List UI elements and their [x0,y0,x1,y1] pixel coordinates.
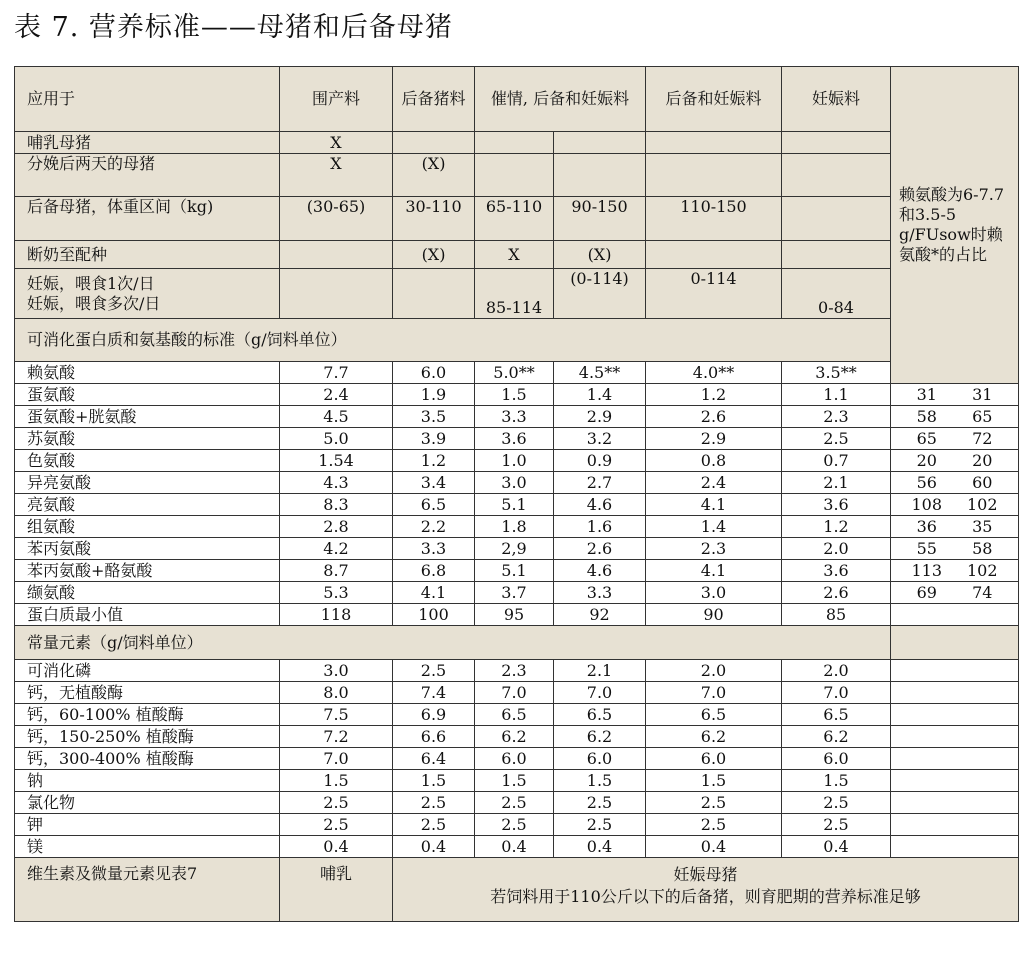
header-col-gestation: 妊娠料 [782,67,891,132]
lysine-ratio-high: 74 [972,582,993,602]
value-cell: 2.9 [646,428,782,450]
row-label: 钠 [15,770,280,792]
table-row [15,494,1019,516]
table-row [15,582,1019,604]
value-cell: 3.0 [646,582,782,604]
value-cell: 1.5 [280,770,393,792]
footer-label: 维生素及微量元素见表7 [15,858,280,922]
lysine-ratio-high: 31 [972,384,993,404]
value-cell: 1.5 [646,770,782,792]
value-cell: 8.7 [280,560,393,582]
lysine-ratio-low: 65 [916,428,937,448]
value-cell: 7.4 [393,682,475,704]
lysine-ratio-low: 55 [916,538,937,558]
value-cell: 1.9 [393,384,475,406]
value-cell: 2.3 [475,660,554,682]
lysine-ratio-high: 35 [972,516,993,536]
lysine-ratio-cell [891,604,1019,626]
row-label: 氯化物 [15,792,280,814]
table-row [15,660,1019,682]
table-row [15,726,1019,748]
value-cell: 2.0 [646,660,782,682]
value-cell: 1.5 [475,384,554,406]
value-cell: 7.5 [280,704,393,726]
amino-section-heading: 可消化蛋白质和氨基酸的标准（g/饲料单位） [15,319,891,362]
value-cell: 92 [554,604,646,626]
value-cell: 6.5 [554,704,646,726]
header-col-gilt: 后备猪料 [393,67,475,132]
page-title: 表 7. 营养标准——母猪和后备母猪 [14,12,453,43]
value-cell: 2.4 [280,384,393,406]
value-cell: 4.2 [280,538,393,560]
cell [891,704,1019,726]
value-cell: 2.4 [646,472,782,494]
value-cell: 90 [646,604,782,626]
value-cell: 1.1 [782,384,891,406]
value-cell: 2.6 [554,538,646,560]
header-apply-to: 应用于 [15,67,280,132]
value-cell: 2.6 [646,406,782,428]
value-cell: 6.2 [554,726,646,748]
value-cell: 6.5 [646,704,782,726]
value-cell: 2.5 [646,814,782,836]
cell [782,154,891,197]
value-cell: 7.7 [280,362,393,384]
value-cell: 2.5 [782,428,891,450]
cell [646,241,782,269]
cell [782,132,891,154]
row-label: 蛋氨酸+胱氨酸 [15,406,280,428]
value-cell: 0.4 [475,836,554,858]
value-cell: 0.4 [646,836,782,858]
value-cell: 7.0 [646,682,782,704]
lysine-ratio-high: 58 [972,538,993,558]
cell [554,154,646,197]
value-cell: 2.5 [393,792,475,814]
row-label: 镁 [15,836,280,858]
cell: (X) [393,154,475,197]
cell [280,269,393,319]
row-label: 蛋氨酸 [15,384,280,406]
value-cell: 3.6 [475,428,554,450]
cell [280,241,393,269]
table-row [15,362,1019,384]
lysine-ratio-cell [891,406,1019,428]
value-cell: 6.0 [554,748,646,770]
header-col-gilt-gestation: 后备和妊娠料 [646,67,782,132]
lysine-ratio-high: 102 [966,494,998,514]
value-cell: 2.0 [782,538,891,560]
value-cell: 7.0 [782,682,891,704]
cell [554,132,646,154]
value-cell: 6.2 [782,726,891,748]
value-cell: 3.0 [475,472,554,494]
value-cell: 6.5 [393,494,475,516]
value-cell: 4.6 [554,560,646,582]
value-cell: 4.1 [646,494,782,516]
value-cell: 3.2 [554,428,646,450]
lysine-ratio-cell [891,428,1019,450]
value-cell: 1.2 [393,450,475,472]
value-cell: 1.54 [280,450,393,472]
footer-gestation [393,858,1019,922]
row-label: 钙，300-400% 植酸酶 [15,748,280,770]
value-cell: 3.3 [475,406,554,428]
lysine-ratio-cell [891,560,1019,582]
value-cell: 3.4 [393,472,475,494]
value-cell: 85 [782,604,891,626]
value-cell: 6.8 [393,560,475,582]
value-cell: 0.8 [646,450,782,472]
value-cell: 2.9 [554,406,646,428]
value-cell: 95 [475,604,554,626]
row-label-gestation [15,269,280,319]
value-cell: 2.5 [646,792,782,814]
value-cell: 1.4 [646,516,782,538]
value-cell: 5.0 [280,428,393,450]
lysine-ratio-cell [891,538,1019,560]
cell: 30-110 [393,197,475,241]
cell [475,132,554,154]
table-row [15,406,1019,428]
value-cell: 6.2 [475,726,554,748]
cell: 85-114 [475,269,554,319]
table-row [15,450,1019,472]
value-cell: 2.5 [475,792,554,814]
row-label: 苯丙氨酸+酪氨酸 [15,560,280,582]
value-cell: 3.6 [782,560,891,582]
value-cell: 0.4 [782,836,891,858]
value-cell: 6.0 [475,748,554,770]
lysine-ratio-high: 20 [972,450,993,470]
row-label: 蛋白质最小值 [15,604,280,626]
value-cell: 4.1 [646,560,782,582]
row-label-postpartum: 分娩后两天的母猪 [15,154,280,197]
lysine-ratio-cell [891,582,1019,604]
lysine-ratio-low: 108 [911,494,943,514]
cell [891,626,1019,660]
value-cell: 2.5 [475,814,554,836]
lysine-ratio-low: 56 [916,472,937,492]
lysine-ratio-low: 20 [916,450,937,470]
lysine-ratio-high: 60 [972,472,993,492]
value-cell: 5.0** [475,362,554,384]
value-cell: 4.0** [646,362,782,384]
lysine-ratio-cell [891,384,1019,406]
value-cell: 1.5 [393,770,475,792]
row-label: 钙，60-100% 植酸酶 [15,704,280,726]
value-cell: 2.5 [393,814,475,836]
cell [646,154,782,197]
table-row [15,604,1019,626]
table-row [15,814,1019,836]
row-label-gestation-once: 妊娠，喂食1次/日 [27,273,155,293]
value-cell: 6.2 [646,726,782,748]
table-row [15,384,1019,406]
value-cell: 2.5 [554,814,646,836]
row-label: 缬氨酸 [15,582,280,604]
lysine-ratio-cell [891,494,1019,516]
value-cell: 2.2 [393,516,475,538]
value-cell: 118 [280,604,393,626]
value-cell: 3.6 [782,494,891,516]
value-cell: 6.5 [475,704,554,726]
cell: X [280,154,393,197]
cell [891,660,1019,682]
cell [891,770,1019,792]
row-label: 色氨酸 [15,450,280,472]
value-cell: 0.4 [393,836,475,858]
row-label: 苯丙氨酸 [15,538,280,560]
row-label: 钾 [15,814,280,836]
row-label: 钙，150-250% 植酸酶 [15,726,280,748]
value-cell: 2.5 [280,814,393,836]
cell [393,269,475,319]
value-cell: 7.0 [280,748,393,770]
cell: (X) [554,241,646,269]
value-cell: 3.5 [393,406,475,428]
cell: 110-150 [646,197,782,241]
table-row [15,704,1019,726]
value-cell: 3.0 [280,660,393,682]
value-cell: 1.2 [646,384,782,406]
value-cell: 2.1 [782,472,891,494]
cell: (30-65) [280,197,393,241]
cell [891,726,1019,748]
value-cell: 3.3 [393,538,475,560]
row-label: 赖氨酸 [15,362,280,384]
nutrition-table [14,66,1019,922]
row-label-gestation-multi: 妊娠，喂食多次/日 [27,293,161,313]
cell: (X) [393,241,475,269]
header-col-peripartum: 围产料 [280,67,393,132]
cell [891,814,1019,836]
table-row [15,770,1019,792]
value-cell: 2.5 [280,792,393,814]
cell: X [280,132,393,154]
value-cell: 1.5 [475,770,554,792]
row-label: 苏氨酸 [15,428,280,450]
value-cell: 1.6 [554,516,646,538]
row-label: 可消化磷 [15,660,280,682]
cell [891,748,1019,770]
value-cell: 2.6 [782,582,891,604]
value-cell: 3.9 [393,428,475,450]
table-row [15,560,1019,582]
value-cell: 3.5** [782,362,891,384]
cell [891,682,1019,704]
cell: 0-84 [782,269,891,319]
value-cell: 2.5 [782,814,891,836]
table-row [15,792,1019,814]
cell [891,792,1019,814]
value-cell: 6.0 [782,748,891,770]
table-row [15,682,1019,704]
value-cell: 4.3 [280,472,393,494]
value-cell: 4.5 [280,406,393,428]
footer-lactation: 哺乳 [280,858,393,922]
value-cell: 2.3 [782,406,891,428]
value-cell: 6.0 [393,362,475,384]
value-cell: 5.3 [280,582,393,604]
lysine-ratio-low: 58 [916,406,937,426]
lysine-ratio-cell [891,516,1019,538]
row-label: 钙，无植酸酶 [15,682,280,704]
value-cell: 5.1 [475,494,554,516]
value-cell: 2.1 [554,660,646,682]
value-cell: 1.8 [475,516,554,538]
value-cell: 4.6 [554,494,646,516]
value-cell: 2.8 [280,516,393,538]
table-row [15,836,1019,858]
value-cell: 6.0 [646,748,782,770]
value-cell: 1.2 [782,516,891,538]
cell: (0-114) [554,269,646,319]
value-cell: 2.7 [554,472,646,494]
lysine-ratio-cell [891,472,1019,494]
cell [393,132,475,154]
lysine-ratio-low: 113 [911,560,943,580]
row-label: 亮氨酸 [15,494,280,516]
lysine-ratio-high: 72 [972,428,993,448]
row-label: 组氨酸 [15,516,280,538]
lysine-ratio-low: 36 [916,516,937,536]
value-cell: 2.0 [782,660,891,682]
lysine-ratio-note: 赖氨酸为6-7.7和3.5-5 g/FUsow时赖氨酸*的占比 [891,67,1019,384]
lysine-ratio-low: 69 [916,582,937,602]
value-cell: 4.1 [393,582,475,604]
table-row [15,428,1019,450]
value-cell: 1.5 [554,770,646,792]
value-cell: 3.7 [475,582,554,604]
value-cell: 5.1 [475,560,554,582]
cell [782,241,891,269]
cell: 90-150 [554,197,646,241]
footer-gestation-title: 妊娠母猪 [673,865,738,884]
lysine-ratio-cell [891,450,1019,472]
cell [782,197,891,241]
value-cell: 100 [393,604,475,626]
row-label-gilts: 后备母猪，体重区间（kg) [15,197,280,241]
lysine-ratio-high: 102 [966,560,998,580]
row-label-lactating: 哺乳母猪 [15,132,280,154]
value-cell: 2.5 [782,792,891,814]
footer-note: 若饲料用于110公斤以下的后备猪，则育肥期的营养标准足够 [490,887,921,906]
row-label-weaning: 断奶至配种 [15,241,280,269]
value-cell: 7.0 [475,682,554,704]
value-cell: 6.9 [393,704,475,726]
value-cell: 6.6 [393,726,475,748]
macro-section-heading: 常量元素（g/饲料单位） [15,626,891,660]
value-cell: 6.5 [782,704,891,726]
cell [646,132,782,154]
lysine-ratio-high: 65 [972,406,993,426]
table-row [15,538,1019,560]
cell [891,836,1019,858]
value-cell: 1.5 [782,770,891,792]
value-cell: 3.3 [554,582,646,604]
value-cell: 1.0 [475,450,554,472]
value-cell: 2,9 [475,538,554,560]
value-cell: 0.4 [554,836,646,858]
value-cell: 8.0 [280,682,393,704]
value-cell: 1.4 [554,384,646,406]
value-cell: 7.2 [280,726,393,748]
value-cell: 4.5** [554,362,646,384]
value-cell: 2.3 [646,538,782,560]
header-col-flushing: 催情, 后备和妊娠料 [475,67,646,132]
value-cell: 2.5 [393,660,475,682]
cell: 65-110 [475,197,554,241]
row-label: 异亮氨酸 [15,472,280,494]
value-cell: 0.7 [782,450,891,472]
cell [475,154,554,197]
value-cell: 2.5 [554,792,646,814]
lysine-ratio-low: 31 [916,384,937,404]
value-cell: 8.3 [280,494,393,516]
value-cell: 0.4 [280,836,393,858]
value-cell: 6.4 [393,748,475,770]
cell: X [475,241,554,269]
cell: 0-114 [646,269,782,319]
table-row [15,472,1019,494]
value-cell: 0.9 [554,450,646,472]
table-row [15,748,1019,770]
table-row [15,516,1019,538]
value-cell: 7.0 [554,682,646,704]
